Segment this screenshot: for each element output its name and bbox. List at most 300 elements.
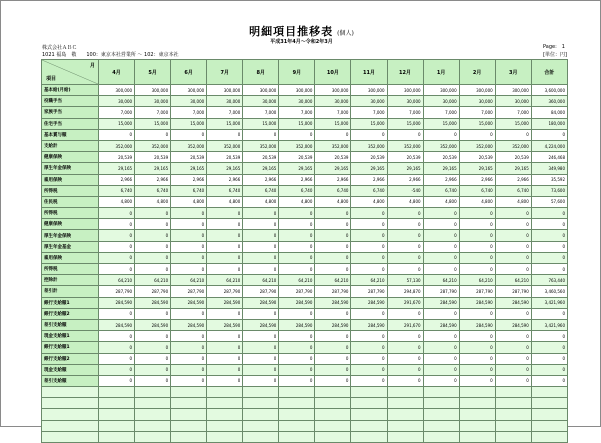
amount-cell: 0 xyxy=(243,375,279,386)
transition-table xyxy=(41,59,568,443)
empty-cell xyxy=(351,398,387,409)
amount-cell: 29,165 xyxy=(99,163,135,174)
row-label xyxy=(42,387,99,398)
amount-cell: 64,210 xyxy=(99,275,135,286)
amount-cell: 0 xyxy=(207,342,243,353)
total-cell: 3,600,000 xyxy=(531,85,567,96)
amount-cell: 0 xyxy=(207,230,243,241)
amount-cell: 20,539 xyxy=(459,152,495,163)
empty-cell xyxy=(171,431,207,442)
row-label xyxy=(42,431,99,442)
unit-label: [単位：円] xyxy=(543,52,567,58)
amount-cell: 284,590 xyxy=(351,319,387,330)
amount-cell: 4,800 xyxy=(207,196,243,207)
amount-cell: 2,966 xyxy=(243,174,279,185)
amount-cell: 0 xyxy=(279,252,315,263)
total-cell: 3,460,560 xyxy=(531,286,567,297)
amount-cell: 287,790 xyxy=(243,286,279,297)
amount-cell: 15,000 xyxy=(459,118,495,129)
amount-cell: 30,000 xyxy=(207,96,243,107)
amount-cell: 0 xyxy=(279,219,315,230)
amount-cell: 15,000 xyxy=(351,118,387,129)
amount-cell: 29,165 xyxy=(387,163,423,174)
amount-cell: 20,539 xyxy=(99,152,135,163)
amount-cell: 0 xyxy=(387,208,423,219)
amount-cell: 0 xyxy=(315,241,351,252)
row-label: 役職手当 xyxy=(42,96,99,107)
amount-cell: 284,590 xyxy=(351,297,387,308)
total-cell: 0 xyxy=(531,129,567,140)
month-header: 8月 xyxy=(243,60,279,85)
amount-cell: 0 xyxy=(135,264,171,275)
amount-cell: 291,670 xyxy=(387,319,423,330)
amount-cell: 0 xyxy=(99,219,135,230)
amount-cell: 284,590 xyxy=(423,297,459,308)
amount-cell: 300,000 xyxy=(135,85,171,96)
amount-cell: 0 xyxy=(315,252,351,263)
table-row xyxy=(42,185,568,196)
amount-cell: 0 xyxy=(423,219,459,230)
row-label xyxy=(42,409,99,420)
total-cell: 3,421,960 xyxy=(531,297,567,308)
amount-cell: 352,000 xyxy=(423,140,459,151)
amount-cell: 0 xyxy=(423,208,459,219)
amount-cell: 0 xyxy=(279,353,315,364)
empty-cell xyxy=(459,409,495,420)
amount-cell: 64,210 xyxy=(243,275,279,286)
amount-cell: 0 xyxy=(495,208,531,219)
amount-cell: 0 xyxy=(279,342,315,353)
amount-cell: 0 xyxy=(171,230,207,241)
amount-cell: 29,165 xyxy=(459,163,495,174)
blank-row xyxy=(42,431,568,442)
amount-cell: 352,000 xyxy=(459,140,495,151)
amount-cell: 15,000 xyxy=(423,118,459,129)
month-header: 6月 xyxy=(171,60,207,85)
amount-cell: 0 xyxy=(423,308,459,319)
amount-cell: 0 xyxy=(99,241,135,252)
amount-cell: 284,590 xyxy=(99,297,135,308)
row-label: 銀行支給額2 xyxy=(42,353,99,364)
table-row xyxy=(42,252,568,263)
amount-cell: 20,539 xyxy=(135,152,171,163)
amount-cell: 4,800 xyxy=(459,196,495,207)
table-row xyxy=(42,286,568,297)
amount-cell: 0 xyxy=(387,252,423,263)
amount-cell: 0 xyxy=(423,342,459,353)
amount-cell: 30,000 xyxy=(243,96,279,107)
amount-cell: 30,000 xyxy=(423,96,459,107)
amount-cell: 284,590 xyxy=(243,319,279,330)
month-header: 11月 xyxy=(351,60,387,85)
empty-cell xyxy=(387,420,423,431)
empty-cell xyxy=(135,409,171,420)
amount-cell: 0 xyxy=(459,252,495,263)
amount-cell: 7,000 xyxy=(459,107,495,118)
row-label: 銀行支給額2 xyxy=(42,308,99,319)
month-header: 3月 xyxy=(495,60,531,85)
empty-cell xyxy=(351,431,387,442)
amount-cell: 0 xyxy=(171,252,207,263)
total-cell: 3,421,960 xyxy=(531,319,567,330)
amount-cell: 0 xyxy=(315,308,351,319)
empty-cell xyxy=(99,431,135,442)
empty-cell xyxy=(243,409,279,420)
amount-cell: 4,800 xyxy=(279,196,315,207)
amount-cell: 287,790 xyxy=(495,286,531,297)
amount-cell: 0 xyxy=(135,342,171,353)
row-label: 住宅手当 xyxy=(42,118,99,129)
total-cell: 0 xyxy=(531,264,567,275)
amount-cell: 0 xyxy=(171,219,207,230)
table-row xyxy=(42,219,568,230)
amount-cell: 287,790 xyxy=(135,286,171,297)
amount-cell: 0 xyxy=(495,342,531,353)
amount-cell: 0 xyxy=(207,129,243,140)
empty-cell xyxy=(207,387,243,398)
empty-cell xyxy=(135,387,171,398)
amount-cell: 300,000 xyxy=(387,85,423,96)
total-cell: 84,000 xyxy=(531,107,567,118)
amount-cell: 0 xyxy=(99,208,135,219)
employee-id: 1021 福島 敬 xyxy=(42,52,77,58)
amount-cell: 352,000 xyxy=(495,140,531,151)
empty-cell xyxy=(135,398,171,409)
row-label: 所得税 xyxy=(42,185,99,196)
amount-cell: 6,740 xyxy=(243,185,279,196)
total-cell: 57,600 xyxy=(531,196,567,207)
total-cell: 0 xyxy=(531,252,567,263)
amount-cell: 0 xyxy=(243,219,279,230)
empty-cell xyxy=(495,409,531,420)
empty-cell xyxy=(207,409,243,420)
table-row xyxy=(42,264,568,275)
amount-cell: 30,000 xyxy=(495,96,531,107)
amount-cell: 4,800 xyxy=(315,196,351,207)
page-number: Page: 1 xyxy=(543,44,565,50)
amount-cell: 29,165 xyxy=(423,163,459,174)
empty-cell xyxy=(99,387,135,398)
amount-cell: 6,740 xyxy=(459,185,495,196)
empty-cell xyxy=(279,420,315,431)
amount-cell: 64,210 xyxy=(351,275,387,286)
table-row xyxy=(42,319,568,330)
amount-cell: 0 xyxy=(243,129,279,140)
amount-cell: 0 xyxy=(99,364,135,375)
row-label: 雇用保険 xyxy=(42,252,99,263)
amount-cell: 0 xyxy=(243,353,279,364)
amount-cell: 0 xyxy=(459,364,495,375)
corner-cell xyxy=(42,60,99,85)
amount-cell: 29,165 xyxy=(171,163,207,174)
empty-cell xyxy=(207,398,243,409)
amount-cell: 20,539 xyxy=(243,152,279,163)
row-label: 健康保険 xyxy=(42,152,99,163)
amount-cell: 0 xyxy=(495,264,531,275)
amount-cell: 4,800 xyxy=(243,196,279,207)
empty-cell xyxy=(207,431,243,442)
amount-cell: 0 xyxy=(459,230,495,241)
total-cell: 73,600 xyxy=(531,185,567,196)
amount-cell: 284,590 xyxy=(135,297,171,308)
amount-cell: 0 xyxy=(135,252,171,263)
amount-cell: 0 xyxy=(459,342,495,353)
amount-cell: 20,539 xyxy=(171,152,207,163)
amount-cell: 0 xyxy=(279,331,315,342)
month-header: 7月 xyxy=(207,60,243,85)
amount-cell: 287,790 xyxy=(315,286,351,297)
amount-cell: 287,790 xyxy=(423,286,459,297)
empty-cell xyxy=(459,398,495,409)
empty-cell xyxy=(531,409,567,420)
amount-cell: 57,130 xyxy=(387,275,423,286)
amount-cell: 6,740 xyxy=(171,185,207,196)
row-label: 厚生年金保険 xyxy=(42,163,99,174)
amount-cell: 0 xyxy=(495,308,531,319)
amount-cell: 0 xyxy=(459,353,495,364)
amount-cell: 0 xyxy=(99,252,135,263)
amount-cell: 352,000 xyxy=(279,140,315,151)
empty-cell xyxy=(423,387,459,398)
month-header: 5月 xyxy=(135,60,171,85)
row-label: 現金支給額1 xyxy=(42,331,99,342)
empty-cell xyxy=(99,420,135,431)
empty-cell xyxy=(243,398,279,409)
amount-cell: 284,590 xyxy=(207,297,243,308)
total-cell: 0 xyxy=(531,331,567,342)
amount-cell: 0 xyxy=(171,208,207,219)
amount-cell: 284,590 xyxy=(171,297,207,308)
amount-cell: 20,539 xyxy=(495,152,531,163)
amount-cell: 294,870 xyxy=(387,286,423,297)
amount-cell: 287,790 xyxy=(351,286,387,297)
total-cell: 0 xyxy=(531,230,567,241)
total-cell: 0 xyxy=(531,208,567,219)
total-cell: 4,224,000 xyxy=(531,140,567,151)
amount-cell: 0 xyxy=(459,331,495,342)
amount-cell: 20,539 xyxy=(207,152,243,163)
table-row xyxy=(42,331,568,342)
amount-cell: 284,590 xyxy=(243,297,279,308)
table-row xyxy=(42,275,568,286)
blank-row xyxy=(42,398,568,409)
amount-cell: 7,000 xyxy=(423,107,459,118)
amount-cell: 7,000 xyxy=(171,107,207,118)
amount-cell: 0 xyxy=(135,364,171,375)
blank-row xyxy=(42,387,568,398)
amount-cell: 287,790 xyxy=(171,286,207,297)
amount-cell: 0 xyxy=(171,331,207,342)
amount-cell: 284,590 xyxy=(495,297,531,308)
empty-cell xyxy=(279,409,315,420)
amount-cell: 284,590 xyxy=(279,319,315,330)
amount-cell: 352,000 xyxy=(135,140,171,151)
amount-cell: 29,165 xyxy=(243,163,279,174)
report-period: 平成31年4月～令和2年3月 xyxy=(270,39,333,45)
amount-cell: 0 xyxy=(423,241,459,252)
amount-cell: 0 xyxy=(99,230,135,241)
amount-cell: 0 xyxy=(207,375,243,386)
blank-row xyxy=(42,409,568,420)
amount-cell: 6,740 xyxy=(279,185,315,196)
amount-cell: 7,000 xyxy=(207,107,243,118)
row-label: 基本賞与額 xyxy=(42,129,99,140)
amount-cell: 64,210 xyxy=(495,275,531,286)
empty-cell xyxy=(387,431,423,442)
amount-cell: 0 xyxy=(315,342,351,353)
empty-cell xyxy=(423,409,459,420)
amount-cell: 0 xyxy=(459,264,495,275)
amount-cell: 0 xyxy=(351,364,387,375)
amount-cell: 0 xyxy=(207,208,243,219)
amount-cell: 20,539 xyxy=(315,152,351,163)
amount-cell: 0 xyxy=(135,208,171,219)
amount-cell: 2,966 xyxy=(315,174,351,185)
amount-cell: 0 xyxy=(459,375,495,386)
row-label: 控除計 xyxy=(42,275,99,286)
empty-cell xyxy=(495,431,531,442)
report-title xyxy=(1,23,601,39)
amount-cell: 15,000 xyxy=(171,118,207,129)
amount-cell: 2,966 xyxy=(459,174,495,185)
empty-cell xyxy=(99,409,135,420)
amount-cell: 0 xyxy=(315,375,351,386)
amount-cell: 29,165 xyxy=(495,163,531,174)
empty-cell xyxy=(279,387,315,398)
amount-cell: 0 xyxy=(387,331,423,342)
total-cell: 0 xyxy=(531,353,567,364)
amount-cell: 0 xyxy=(351,308,387,319)
empty-cell xyxy=(423,431,459,442)
amount-cell: 0 xyxy=(99,264,135,275)
amount-cell: 2,966 xyxy=(495,174,531,185)
amount-cell: 0 xyxy=(495,252,531,263)
table-row xyxy=(42,140,568,151)
amount-cell: 30,000 xyxy=(171,96,207,107)
row-label: 雇用保険 xyxy=(42,174,99,185)
row-label: 厚生年金基金 xyxy=(42,241,99,252)
total-cell: 0 xyxy=(531,241,567,252)
amount-cell: 0 xyxy=(243,252,279,263)
empty-cell xyxy=(423,420,459,431)
row-label: 基本給(月給) xyxy=(42,85,99,96)
amount-cell: 0 xyxy=(207,331,243,342)
amount-cell: 0 xyxy=(423,353,459,364)
amount-cell: 284,590 xyxy=(171,319,207,330)
table-row xyxy=(42,96,568,107)
empty-cell xyxy=(135,420,171,431)
report-subtitle: (個人) xyxy=(337,30,354,37)
blank-row xyxy=(42,420,568,431)
row-label: 住民税 xyxy=(42,196,99,207)
amount-cell: 0 xyxy=(135,129,171,140)
table-row xyxy=(42,208,568,219)
amount-cell: 287,790 xyxy=(99,286,135,297)
empty-cell xyxy=(423,398,459,409)
amount-cell: 352,000 xyxy=(171,140,207,151)
amount-cell: 0 xyxy=(135,230,171,241)
amount-cell: 284,590 xyxy=(135,319,171,330)
amount-cell: 64,210 xyxy=(207,275,243,286)
empty-cell xyxy=(279,431,315,442)
amount-cell: 352,000 xyxy=(99,140,135,151)
amount-cell: 300,000 xyxy=(279,85,315,96)
empty-cell xyxy=(495,387,531,398)
amount-cell: 0 xyxy=(243,364,279,375)
amount-cell: 64,210 xyxy=(459,275,495,286)
amount-cell: 64,210 xyxy=(135,275,171,286)
amount-cell: 0 xyxy=(135,353,171,364)
amount-cell: 0 xyxy=(351,252,387,263)
amount-cell: 20,539 xyxy=(351,152,387,163)
amount-cell: 284,590 xyxy=(315,297,351,308)
amount-cell: 300,000 xyxy=(243,85,279,96)
table-row xyxy=(42,308,568,319)
month-header: 12月 xyxy=(387,60,423,85)
row-label: 支給計 xyxy=(42,140,99,151)
amount-cell: 0 xyxy=(207,308,243,319)
month-header: 4月 xyxy=(99,60,135,85)
row-label: 健康保険 xyxy=(42,219,99,230)
amount-cell: 0 xyxy=(99,353,135,364)
table-row xyxy=(42,174,568,185)
amount-cell: 0 xyxy=(171,364,207,375)
total-cell: 0 xyxy=(531,342,567,353)
amount-cell: 0 xyxy=(99,331,135,342)
empty-cell xyxy=(495,420,531,431)
header-row xyxy=(42,60,568,85)
amount-cell: 0 xyxy=(171,308,207,319)
amount-cell: 0 xyxy=(279,364,315,375)
table-row xyxy=(42,118,568,129)
amount-cell: 0 xyxy=(495,375,531,386)
amount-cell: 0 xyxy=(207,241,243,252)
amount-cell: 0 xyxy=(315,364,351,375)
month-header: 2月 xyxy=(459,60,495,85)
empty-cell xyxy=(315,431,351,442)
empty-cell xyxy=(351,420,387,431)
amount-cell: 30,000 xyxy=(99,96,135,107)
table-row xyxy=(42,152,568,163)
amount-cell: 0 xyxy=(243,308,279,319)
amount-cell: 7,000 xyxy=(99,107,135,118)
empty-cell xyxy=(387,387,423,398)
amount-cell: 0 xyxy=(207,264,243,275)
amount-cell: 0 xyxy=(99,342,135,353)
amount-cell: 0 xyxy=(387,308,423,319)
empty-cell xyxy=(207,420,243,431)
row-label: 所得税 xyxy=(42,264,99,275)
amount-cell: 0 xyxy=(279,230,315,241)
amount-cell: 0 xyxy=(423,331,459,342)
amount-cell: 0 xyxy=(243,264,279,275)
amount-cell: 0 xyxy=(135,331,171,342)
amount-cell: 15,000 xyxy=(135,118,171,129)
amount-cell: 29,165 xyxy=(351,163,387,174)
empty-cell xyxy=(351,387,387,398)
amount-cell: 0 xyxy=(459,308,495,319)
amount-cell: 15,000 xyxy=(243,118,279,129)
amount-cell: 0 xyxy=(99,375,135,386)
amount-cell: 291,670 xyxy=(387,297,423,308)
amount-cell: 2,966 xyxy=(99,174,135,185)
table-row xyxy=(42,196,568,207)
empty-cell xyxy=(171,420,207,431)
amount-cell: 0 xyxy=(99,308,135,319)
table-row xyxy=(42,129,568,140)
amount-cell: 0 xyxy=(243,342,279,353)
amount-cell: 284,590 xyxy=(207,319,243,330)
